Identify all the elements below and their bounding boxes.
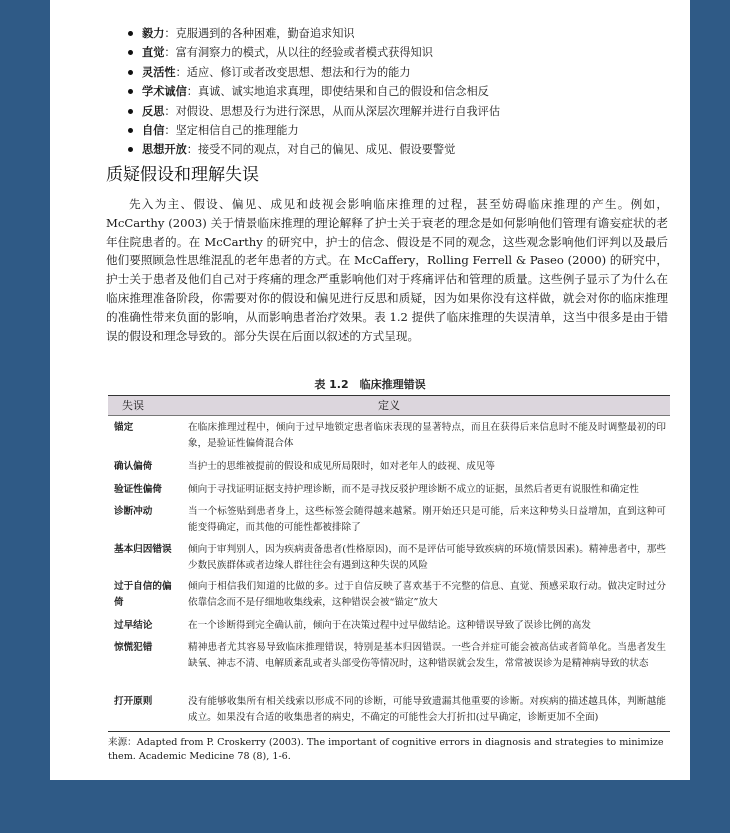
- row-term: 打开原则: [114, 696, 153, 707]
- bullet-dot-icon: [128, 50, 133, 55]
- column-header-definition: 定义: [378, 399, 400, 412]
- trait-bullet-list: [128, 24, 688, 160]
- row-definition: 倾向于审判别人，因为疾病责备患者(性格原因)，而不是评估可能导致疾病的环境(情景因素)。精神患者中，那些少数民族群体或者边缘人群往往会有遇到这种失误的风险: [188, 544, 666, 571]
- section-heading: 质疑假设和理解失误: [106, 165, 259, 185]
- column-header-error: 失误: [122, 399, 144, 412]
- row-term: 过早结论: [114, 620, 153, 631]
- body-paragraph: 先入为主、假设、偏见、成见和歧视会影响临床推理的过程，甚至妨碍临床推理的产生。例如，McCarthy (2003) 关于情景临床推理的理论解释了护士关于衰老的理念是如何影响他们管理有谵妄症状的老年住院患者的。在 McCarthy 的研究中，护士的信念、假设是不同的观念，这些观念影响他们评判以及最后他们要照顾急性思维混乱的老年患者的方式。在 McCaffery，Rolling Ferrell & Paseo (2000) 的研究中，护士关于患者及他们自己对于疼痛的理念严重影响他们对于疼痛评估和管理的质量。这些例子显示了为什么在临床推理准备阶段，你需要对你的假设和偏见进行反思和质疑，因为如果你没有这样做，就会对你的临床推理的准确性带来负面的影响，从而影响患者治疗效果。表 1.2 提供了临床推理的失误清单，这当中很多是由于错误的假设和理念导致的。部分失误在后面以叙述的方式呈现。: [106, 197, 668, 343]
- row-definition: 在一个诊断得到完全确认前，倾向于在决策过程中过早做结论。这种错误导致了误诊比例的高发: [188, 620, 591, 631]
- row-term: 基本归因错误: [114, 544, 172, 555]
- bullet-item: 自信：坚定相信自己的推理能力: [128, 121, 688, 140]
- row-definition: 没有能够收集所有相关线索以形成不同的诊断，可能导致遗漏其他重要的诊断。对疾病的描述越具体，判断越能成立。如果没有合适的收集患者的病史，不确定的可能性会大打折扣(过早确定，诊断更加不全面): [188, 696, 666, 723]
- bullet-item: 思想开放：接受不同的观点，对自己的偏见、成见、假设要警觉: [128, 140, 688, 159]
- book-page: [50, 0, 690, 780]
- bullet-item: 直觉：富有洞察力的模式，从以往的经验或者模式获得知识: [128, 43, 688, 62]
- row-term: 过于自信的偏倚: [114, 581, 172, 608]
- table-bottom-rule: [108, 731, 670, 732]
- row-definition: 精神患者尤其容易导致临床推理错误，特别是基本归因错误。一些合并症可能会被高估或者简单化。当患者发生缺氧、神志不清、电解质紊乱或者头部受伤等情况时，这种错误就会发生，常常被误诊为是精神病导致的状态: [188, 642, 666, 669]
- row-term: 确认偏倚: [114, 461, 153, 472]
- row-term: 锚定: [114, 422, 134, 433]
- bullet-dot-icon: [128, 128, 133, 133]
- row-term: 诊断冲动: [114, 506, 153, 517]
- row-term: 验证性偏倚: [114, 484, 162, 495]
- bullet-dot-icon: [128, 109, 133, 114]
- table-header: [108, 395, 670, 416]
- row-term: 惊慌犯错: [114, 642, 153, 653]
- row-definition: 当一个标签贴到患者身上，这些标签会随得越来越紧。刚开始还只是可能，后来这种势头日益增加，直到这种可能变得确定，而其他的可能性都被排除了: [188, 506, 666, 533]
- row-definition: 在临床推理过程中，倾向于过早地锁定患者临床表现的显著特点，而且在获得后来信息时不能及时调整最初的印象，是验证性偏倚混合体: [188, 422, 666, 449]
- row-definition: 当护士的思维被提前的假设和成见所局限时，如对老年人的歧视、成见等: [188, 461, 495, 472]
- table-source-note: 来源：Adapted from P. Croskerry (2003). The important of cognitive errors in diagnosis and strategies to minimize them. Academic Medicine 78 (8), 1-6.: [108, 737, 664, 762]
- bullet-dot-icon: [128, 89, 133, 94]
- table-caption: 表 1.2 临床推理错误: [314, 378, 426, 391]
- bullet-item: 灵活性：适应、修订或者改变思想、想法和行为的能力: [128, 63, 688, 82]
- bullet-item: 反思：对假设、思想及行为进行深思，从而从深层次理解并进行自我评估: [128, 102, 688, 121]
- bullet-item: 毅力：克服遇到的各种困难，勤奋追求知识: [128, 24, 688, 43]
- bullet-dot-icon: [128, 70, 133, 75]
- row-definition: 倾向于相信我们知道的比做的多。过于自信反映了喜欢基于不完整的信息、直觉、预感采取行动。做决定时过分依靠信念而不是仔细地收集线索，这种错误会被“锚定”放大: [188, 581, 666, 608]
- bullet-item: 学术诚信：真诚、诚实地追求真理，即使结果和自己的假设和信念相反: [128, 82, 688, 101]
- bullet-dot-icon: [128, 147, 133, 152]
- bullet-dot-icon: [128, 31, 133, 36]
- row-definition: 倾向于寻找证明证据支持护理诊断，而不是寻找反驳护理诊断不成立的证据，虽然后者更有说服性和确定性: [188, 484, 639, 495]
